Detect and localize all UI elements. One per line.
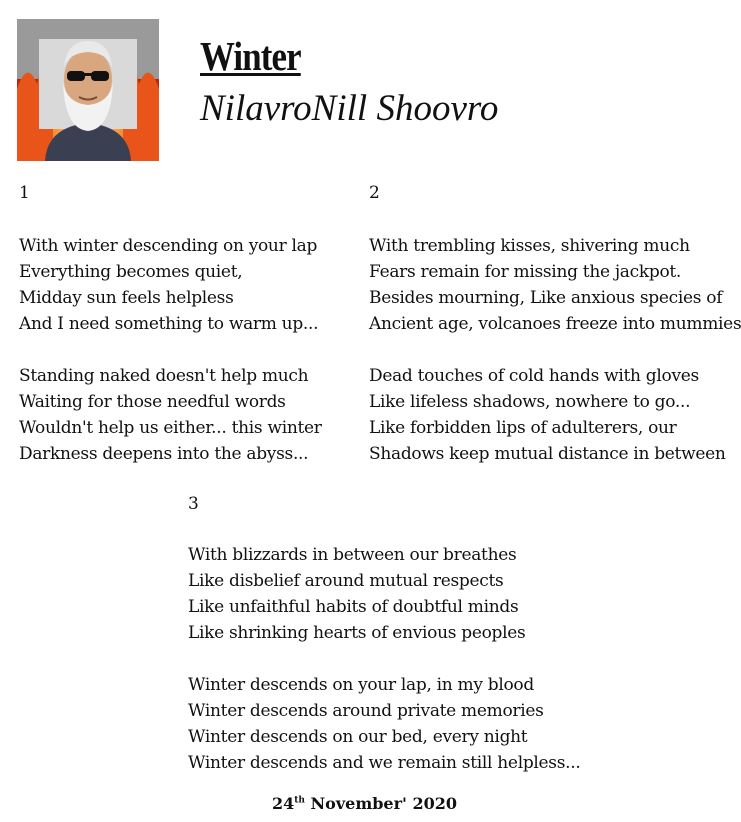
poem-line: Midday sun feels helpless	[19, 288, 234, 308]
author-photo-illustration	[17, 19, 159, 161]
author-name: NilavroNill Shoovro	[200, 88, 499, 129]
poem-line: And I need something to warm up...	[19, 314, 319, 334]
poem-line: Dead touches of cold hands with gloves	[369, 366, 699, 386]
poem-line: Waiting for those needful words	[19, 392, 286, 412]
poem-line: Winter descends on your lap, in my blood	[188, 675, 534, 695]
stanza-number: 3	[188, 494, 199, 514]
poem-line: Like forbidden lips of adulterers, our	[369, 418, 677, 438]
poem-line: Besides mourning, Like anxious species of	[369, 288, 723, 308]
poem-line: With winter descending on your lap	[19, 236, 318, 256]
stanza-gap	[19, 337, 322, 363]
stanza-gap	[188, 646, 580, 672]
poem-line: Shadows keep mutual distance in between	[369, 444, 726, 464]
poem-line: Darkness deepens into the abyss...	[19, 444, 309, 464]
poem-line: Like disbelief around mutual respects	[188, 571, 504, 591]
poem-line: Fears remain for missing the jackpot.	[369, 262, 682, 282]
poem-line: Ancient age, volcanoes freeze into mummies	[369, 314, 741, 334]
poem-line: Winter descends on our bed, every night	[188, 727, 528, 747]
poem-line: Like shrinking hearts of envious peoples	[188, 623, 526, 643]
poem-line: Wouldn't help us either... this winter	[19, 418, 322, 438]
poem-date	[272, 794, 457, 813]
poem-line: Winter descends around private memories	[188, 701, 544, 721]
date-rest: November' 2020	[304, 794, 458, 813]
poem-line: Everything becomes quiet,	[19, 262, 243, 282]
poem-line: With blizzards in between our breathes	[188, 545, 517, 565]
poem-line: Winter descends and we remain still helpless...	[188, 753, 581, 773]
stanza-number: 1	[19, 183, 30, 203]
poem-line: Standing naked doesn't help much	[19, 366, 309, 386]
author-avatar	[17, 19, 159, 161]
date-suffix: th	[294, 795, 305, 806]
date-day: 24	[272, 794, 295, 813]
stanza-number: 2	[369, 183, 380, 203]
stanza-gap	[369, 337, 741, 363]
poem-line: With trembling kisses, shivering much	[369, 236, 690, 256]
poem-title: Winter	[200, 33, 301, 79]
poem-line: Like lifeless shadows, nowhere to go...	[369, 392, 691, 412]
poem-line: Like unfaithful habits of doubtful minds	[188, 597, 519, 617]
